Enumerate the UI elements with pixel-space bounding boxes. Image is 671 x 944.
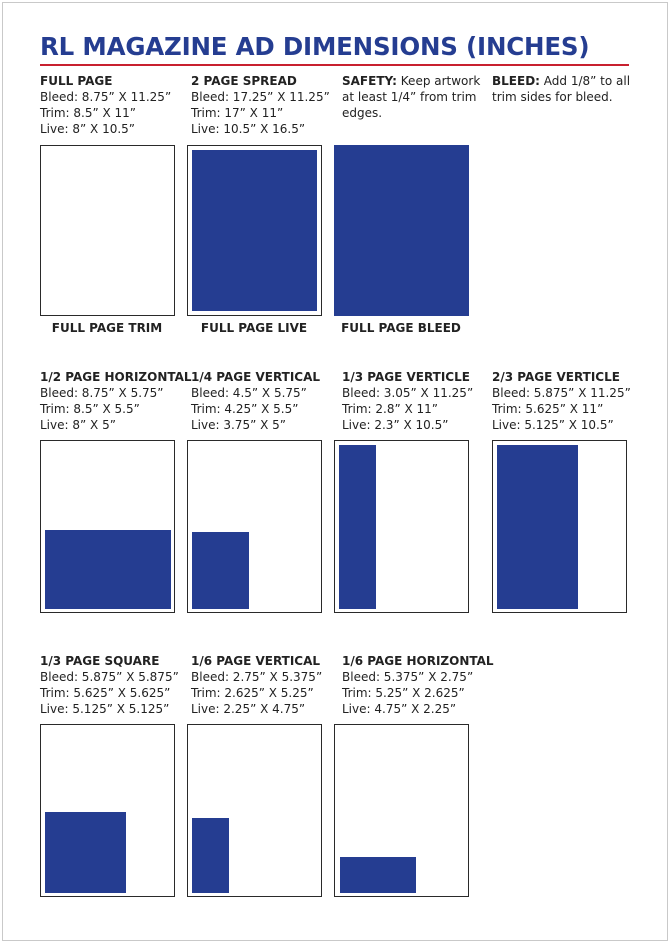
quarter-vertical-box xyxy=(187,440,322,613)
spec-trim: Trim: 5.625” X 5.625” xyxy=(40,686,171,700)
spec-quarter-vertical xyxy=(191,369,341,433)
spec-live: Live: 4.75” X 2.25” xyxy=(342,702,457,716)
bleed-text: Add 1/8” to all trim sides for bleed. xyxy=(492,74,631,104)
spec-name: 2 PAGE SPREAD xyxy=(191,74,297,88)
spec-name: FULL PAGE xyxy=(40,74,113,88)
spec-trim: Trim: 2.8” X 11” xyxy=(342,402,439,416)
spec-name: 1/6 PAGE HORIZONTAL xyxy=(342,654,494,668)
spec-two-page-spread xyxy=(191,73,341,137)
spec-sixth-horizontal xyxy=(342,653,492,717)
spec-trim: Trim: 8.5” X 5.5” xyxy=(40,402,140,416)
spec-bleed: Bleed: 8.75” X 5.75” xyxy=(40,386,164,400)
spec-name: 1/3 PAGE VERTICLE xyxy=(342,370,470,384)
spec-live: Live: 8” X 5” xyxy=(40,418,116,432)
spec-live: Live: 5.125” X 5.125” xyxy=(40,702,170,716)
spec-bleed: Bleed: 8.75” X 11.25” xyxy=(40,90,172,104)
third-square-area xyxy=(45,812,126,893)
spec-trim: Trim: 17” X 11” xyxy=(191,106,284,120)
bleed-label: BLEED: xyxy=(492,74,540,88)
full-page-live-area xyxy=(192,150,317,311)
spec-name: 1/3 PAGE SQUARE xyxy=(40,654,160,668)
spec-bleed: Bleed: 5.875” X 11.25” xyxy=(492,386,631,400)
safety-label: SAFETY: xyxy=(342,74,397,88)
full-page-bleed-area xyxy=(334,145,469,316)
spec-sixth-vertical xyxy=(191,653,341,717)
sixth-vertical-area xyxy=(192,818,229,893)
full-page-live-box xyxy=(187,145,322,316)
sixth-horizontal-box xyxy=(334,724,469,897)
quarter-vertical-area xyxy=(192,532,249,609)
spec-third-square xyxy=(40,653,190,717)
caption-full-page-bleed: FULL PAGE BLEED xyxy=(341,321,461,335)
spec-name: 1/6 PAGE VERTICAL xyxy=(191,654,321,668)
third-verticle-area xyxy=(339,445,376,609)
spec-trim: Trim: 8.5” X 11” xyxy=(40,106,137,120)
bleed-note xyxy=(492,73,634,105)
spec-bleed: Bleed: 5.875” X 5.875” xyxy=(40,670,179,684)
safety-text: Keep artwork at least 1/4” from trim edges. xyxy=(342,74,481,120)
spec-trim: Trim: 2.625” X 5.25” xyxy=(191,686,314,700)
spec-name: 1/4 PAGE VERTICAL xyxy=(191,370,321,384)
spec-trim: Trim: 5.25” X 2.625” xyxy=(342,686,465,700)
sixth-horizontal-area xyxy=(340,857,416,893)
two-third-verticle-box xyxy=(492,440,627,613)
spec-live: Live: 8” X 10.5” xyxy=(40,122,135,136)
safety-note xyxy=(342,73,484,121)
spec-bleed: Bleed: 3.05” X 11.25” xyxy=(342,386,474,400)
spec-name: 2/3 PAGE VERTICLE xyxy=(492,370,620,384)
spec-trim: Trim: 5.625” X 11” xyxy=(492,402,604,416)
spec-bleed: Bleed: 5.375” X 2.75” xyxy=(342,670,474,684)
spec-name: 1/2 PAGE HORIZONTAL xyxy=(40,370,192,384)
spec-bleed: Bleed: 4.5” X 5.75” xyxy=(191,386,307,400)
spec-live: Live: 5.125” X 10.5” xyxy=(492,418,614,432)
spec-bleed: Bleed: 2.75” X 5.375” xyxy=(191,670,323,684)
spec-two-third-verticle xyxy=(492,369,642,433)
spec-half-horizontal xyxy=(40,369,190,433)
half-horizontal-box xyxy=(40,440,175,613)
title-rule xyxy=(40,64,629,66)
third-verticle-box xyxy=(334,440,469,613)
spec-third-verticle xyxy=(342,369,492,433)
half-horizontal-area xyxy=(45,530,171,609)
two-third-verticle-area xyxy=(497,445,578,609)
page-title: RL MAGAZINE AD DIMENSIONS (INCHES) xyxy=(40,32,590,61)
caption-full-page-live: FULL PAGE LIVE xyxy=(200,321,308,335)
spec-trim: Trim: 4.25” X 5.5” xyxy=(191,402,299,416)
spec-live: Live: 2.25” X 4.75” xyxy=(191,702,306,716)
spec-full-page xyxy=(40,73,190,137)
spec-bleed: Bleed: 17.25” X 11.25” xyxy=(191,90,330,104)
spec-live: Live: 10.5” X 16.5” xyxy=(191,122,306,136)
sixth-vertical-box xyxy=(187,724,322,897)
full-page-trim-box xyxy=(40,145,175,316)
caption-full-page-trim: FULL PAGE TRIM xyxy=(51,321,163,335)
third-square-box xyxy=(40,724,175,897)
spec-live: Live: 2.3” X 10.5” xyxy=(342,418,449,432)
spec-live: Live: 3.75” X 5” xyxy=(191,418,286,432)
